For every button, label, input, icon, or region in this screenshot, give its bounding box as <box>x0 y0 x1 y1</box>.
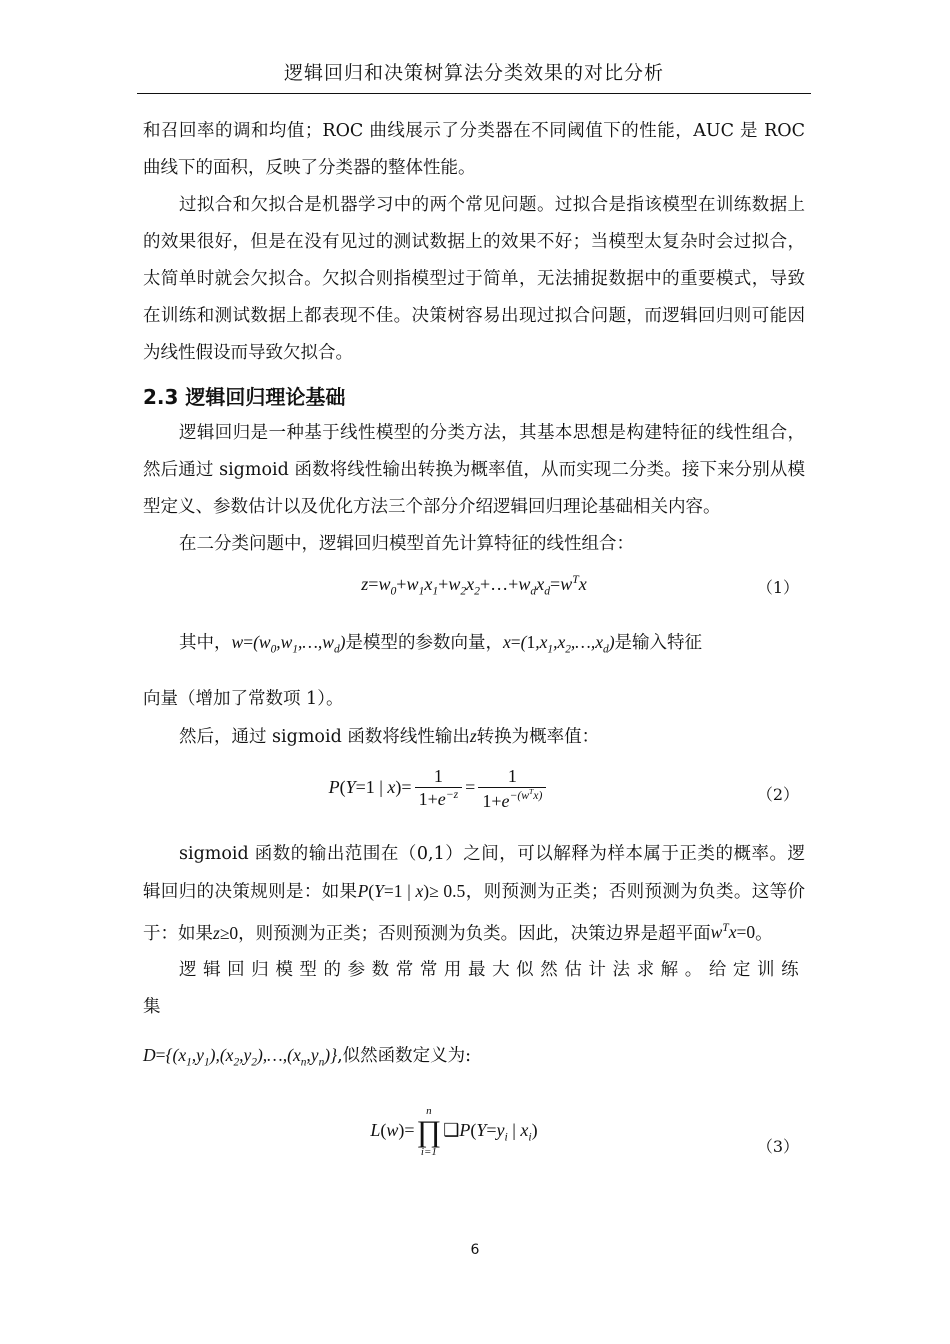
paragraph-metrics: 和召回率的调和均值；ROC 曲线展示了分类器在不同阈值下的性能，AUC 是 ROC 曲线下的面积，反映了分类器的整体性能。 <box>143 121 805 178</box>
equation-3-row <box>143 1102 805 1176</box>
page-number: 6 <box>470 1242 480 1258</box>
feature-vector-formula: $x=(1,x_1,x_2,\dots,x_d)$ <box>503 632 615 656</box>
paragraph-decision-rule-text-a: sigmoid 函数的输出范围在（0,1）之间，可以解释为样本属于正类的概率。逻辑回归的决策规则是：如果 <box>143 843 805 902</box>
paragraph-sigmoid-intro-text-a: 然后，通过 sigmoid 函数将线性输出 <box>179 726 470 747</box>
equation-2-row <box>143 758 805 830</box>
paragraph-mle: 逻辑回归模型的参数常常用最大似然估计法求解。给定训练集 <box>143 960 805 1018</box>
training-set-formula: $D=\{(x_1,y_1),(x_2,y_2),\dots,(x_n,y_n)\}$ <box>143 1045 338 1069</box>
equation-1-row <box>143 567 805 613</box>
paragraph-parameters-text-b: 是模型的参数向量， <box>345 633 503 653</box>
equation-1: $z=w_0+w_1x_1+w_2x_2+\dots+w_dx_d=w^Tx$ <box>361 573 587 598</box>
paragraph-parameters-text-c: 是输入特征 <box>614 633 703 653</box>
paragraph-decision-rule-text-b: ，则预测为正类；否则预测为负类。这等价于：如果 <box>143 881 806 944</box>
z-symbol: z <box>469 725 477 746</box>
probability-threshold-formula: P(Y=1 | x)≥ 0.5 <box>357 880 466 901</box>
paragraph-training-set <box>143 1030 805 1088</box>
equation-3: L(w)= n ∏ i=1 $❑P(Y=y_i$ | $x_i$) <box>370 1104 538 1158</box>
equation-1-number: （1） <box>756 578 799 597</box>
paragraph-parameters-cont: 向量（增加了常数项 1）。 <box>143 688 344 709</box>
paragraph-decision-rule-text-d: 。 <box>755 923 773 944</box>
paragraph-decision-rule-text-c: ，则预测为正类；否则预测为负类。因此，决策边界是超平面 <box>238 923 711 944</box>
page-body <box>143 113 805 1176</box>
weight-vector-formula: $w=(w_0,w_1,\dots,w_d)$ <box>231 632 346 656</box>
running-header: 逻辑回归和决策树算法分类效果的对比分析 <box>283 62 664 84</box>
header-rule <box>137 93 811 94</box>
fraction-1: $\frac{1}{1+e^{-z}}$ <box>415 766 463 810</box>
fraction-2: $\frac{1}{1+e^{-(w^Tx)}}$ <box>478 766 546 812</box>
paragraph-sigmoid-intro-text-b: 转换为概率值： <box>476 726 600 747</box>
equation-3-number: （3） <box>756 1136 799 1156</box>
paragraph-overfitting: 过拟合和欠拟合是机器学习中的两个常见问题。过拟合是指该模型在训练数据上的效果很好，但是在没有见过的测试数据上的效果不好；当模型太复杂时会过拟合，太简单时就会欠拟合。欠拟合则指模型过于简单，无法捕捉数据中的重要模式，导致在训练和测试数据上都表现不佳。决策树容易出现过拟合问题，而逻辑回归则可能因为线性假设而导致欠拟合。 <box>143 195 805 363</box>
paragraph-logistic-intro: 逻辑回归是一种基于线性模型的分类方法，其基本思想是构建特征的线性组合，然后通过 sigmoid 函数将线性输出转换为概率值，从而实现二分类。接下来分别从模型定义、参数估计以及优化方法三个部分介绍逻辑回归理论基础相关内容。 <box>143 423 805 517</box>
paragraph-linear-combination: 在二分类问题中，逻辑回归模型首先计算特征的线性组合： <box>179 534 634 554</box>
paragraph-training-set-text: ,似然函数定义为: <box>337 1046 472 1067</box>
equation-2-number: （2） <box>756 784 799 804</box>
product-symbol: n ∏ i=1 <box>416 1104 442 1158</box>
paragraph-parameters-text-a: 其中， <box>179 633 232 653</box>
paragraph-decision-rule <box>143 836 805 953</box>
section-heading: 2.3 逻辑回归理论基础 <box>143 385 346 409</box>
equation-2: P(Y=1 | x)= $\frac{1}{1+e^{-z}}$ = $\frac{1}{1+e^{-(w^Tx)}}$ <box>73 766 805 812</box>
paragraph-sigmoid-intro <box>143 718 805 756</box>
z-threshold-formula: z≥0 <box>213 922 239 943</box>
hyperplane-formula: $w^Tx=0$ <box>710 922 756 943</box>
paragraph-parameters <box>143 617 805 675</box>
